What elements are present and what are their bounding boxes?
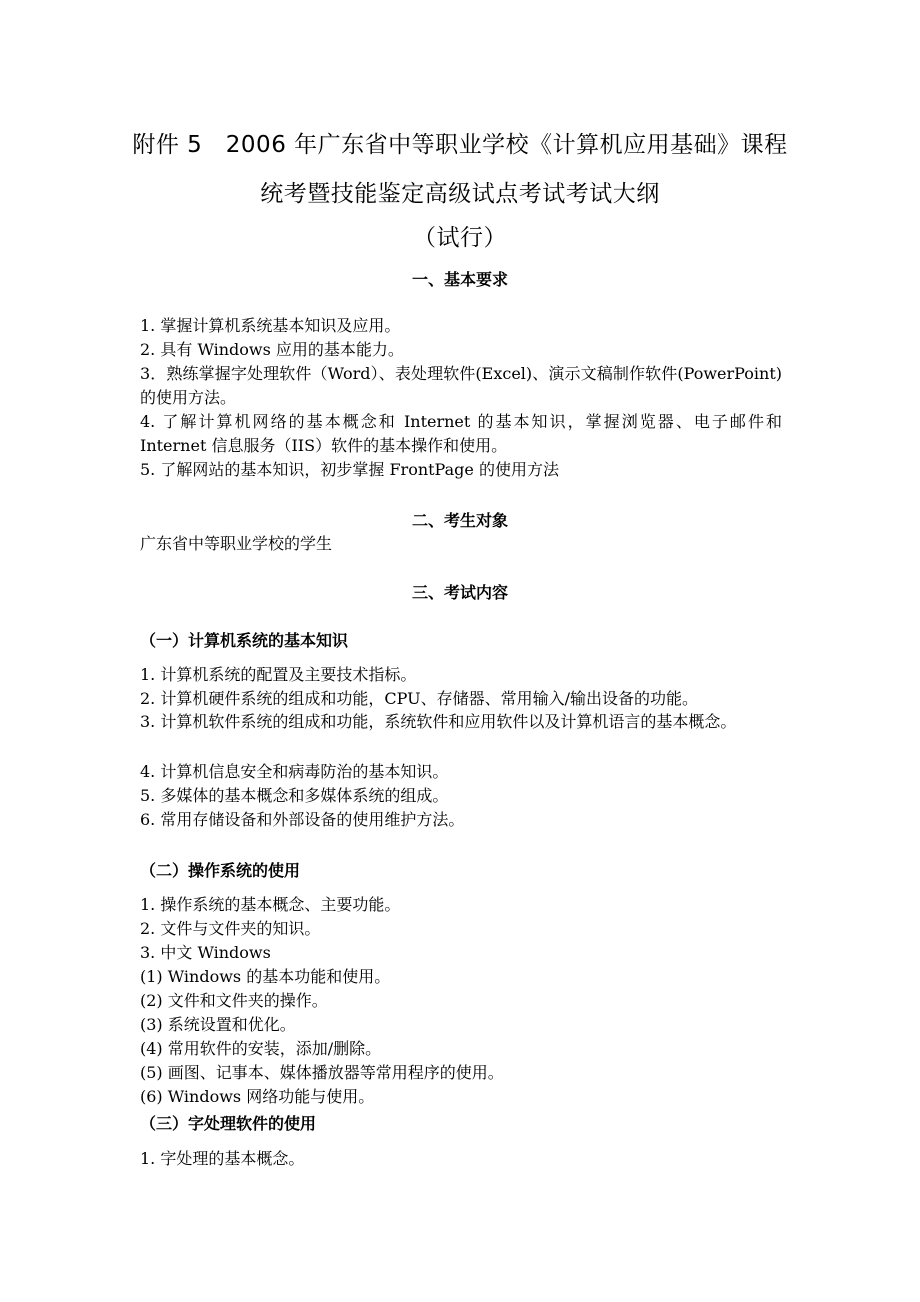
content-item: 1. 字处理的基本概念。: [140, 1149, 305, 1168]
requirement-item: 4. 了解计算机网络的基本概念和 Internet 的基本知识，掌握浏览器、电子邮件和 Internet 信息服务（IIS）软件的基本操作和使用。: [140, 412, 782, 455]
subsection-heading-word-processing: （三）字处理软件的使用: [140, 1114, 317, 1133]
content-item: 3. 中文 Windows: [140, 943, 271, 962]
content-item: 2. 文件与文件夹的知识。: [140, 919, 321, 938]
content-item: (5) 画图、记事本、媒体播放器等常用程序的使用。: [140, 1063, 504, 1082]
content-item: 1. 操作系统的基本概念、主要功能。: [140, 895, 401, 914]
content-item: 4. 计算机信息安全和病毒防治的基本知识。: [140, 762, 449, 781]
content-item: 5. 多媒体的基本概念和多媒体系统的组成。: [140, 786, 449, 805]
candidates-text: 广东省中等职业学校的学生: [140, 534, 333, 553]
document-title-line-3: （试行）: [413, 225, 507, 251]
content-item: 6. 常用存储设备和外部设备的使用维护方法。: [140, 810, 465, 829]
content-item: (6) Windows 网络功能与使用。: [140, 1087, 375, 1106]
content-item: 3. 计算机软件系统的组成和功能，系统软件和应用软件以及计算机语言的基本概念。: [140, 712, 737, 731]
section-heading-exam-content: 三、考试内容: [411, 583, 508, 602]
requirement-item: 1. 掌握计算机系统基本知识及应用。: [140, 316, 401, 335]
section-heading-candidates: 二、考生对象: [411, 511, 508, 530]
content-item: (1) Windows 的基本功能和使用。: [140, 967, 391, 986]
requirement-item: 3．熟练掌握字处理软件（Word）、表处理软件(Excel)、演示文稿制作软件(PowerPoint)的使用方法。: [140, 364, 782, 407]
section-heading-basic-requirements: 一、基本要求: [411, 270, 508, 289]
content-item: (3) 系统设置和优化。: [140, 1015, 296, 1034]
content-item: 2. 计算机硬件系统的组成和功能，CPU、存储器、常用输入/输出设备的功能。: [140, 689, 698, 708]
document-title-line-2: 统考暨技能鉴定高级试点考试考试大纲: [260, 181, 660, 207]
content-item: 1. 计算机系统的配置及主要技术指标。: [140, 665, 417, 684]
requirement-item: 2. 具有 Windows 应用的基本能力。: [140, 340, 404, 359]
requirement-item: 5. 了解网站的基本知识，初步掌握 FrontPage 的使用方法: [140, 460, 559, 479]
document-title-line-1: 附件 5 2006 年广东省中等职业学校《计算机应用基础》课程: [132, 132, 788, 158]
subsection-heading-computer-basics: （一）计算机系统的基本知识: [140, 631, 349, 650]
subsection-heading-operating-system: （二）操作系统的使用: [140, 861, 301, 880]
content-item: (2) 文件和文件夹的操作。: [140, 991, 328, 1010]
content-item: (4) 常用软件的安装，添加/删除。: [140, 1039, 382, 1058]
